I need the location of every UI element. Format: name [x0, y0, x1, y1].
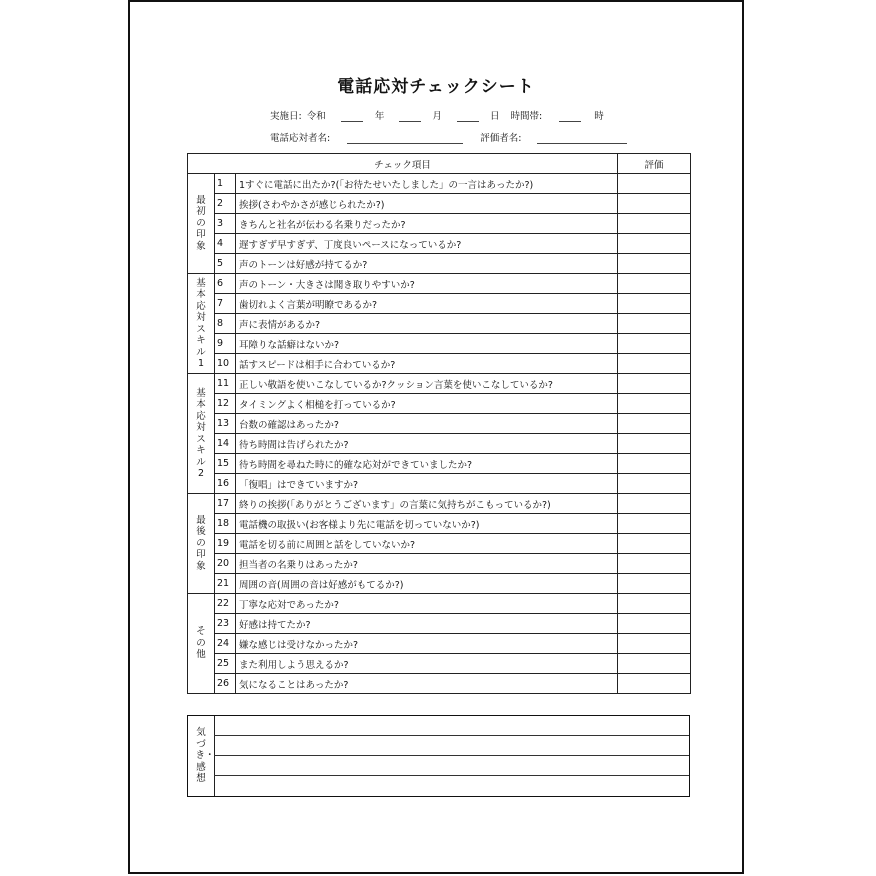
- responder-name-field[interactable]: [347, 133, 463, 144]
- item-number: 7: [215, 294, 236, 314]
- item-number: 15: [215, 454, 236, 474]
- month-label: 月: [432, 111, 442, 122]
- rating-cell[interactable]: [618, 474, 691, 494]
- item-text: きちんと社名が伝わる名乗りだったか?: [236, 214, 618, 234]
- rating-cell[interactable]: [618, 294, 691, 314]
- item-number: 25: [215, 654, 236, 674]
- table-row: [188, 634, 691, 654]
- table-row: [188, 294, 691, 314]
- rating-cell[interactable]: [618, 454, 691, 474]
- item-number: 26: [215, 674, 236, 694]
- item-text: 電話を切る前に周囲と話をしていないか?: [236, 534, 618, 554]
- table-row: [188, 494, 691, 514]
- item-number: 9: [215, 334, 236, 354]
- item-number: 24: [215, 634, 236, 654]
- item-number: 1: [215, 174, 236, 194]
- item-number: 22: [215, 594, 236, 614]
- names-line: [270, 130, 627, 144]
- table-row: [188, 394, 691, 414]
- hour-label: 時: [594, 111, 604, 122]
- category-cell: [188, 374, 215, 494]
- category-cell: [188, 594, 215, 694]
- notes-rule: [214, 755, 689, 756]
- table-row: [188, 594, 691, 614]
- table-row: [188, 174, 691, 194]
- rating-cell[interactable]: [618, 374, 691, 394]
- table-row: [188, 554, 691, 574]
- item-number: 16: [215, 474, 236, 494]
- month-field[interactable]: [399, 111, 421, 122]
- era-year-field[interactable]: [341, 111, 363, 122]
- item-number: 5: [215, 254, 236, 274]
- notes-label: [188, 716, 215, 796]
- item-text: 歯切れよく言葉が明瞭であるか?: [236, 294, 618, 314]
- rating-cell[interactable]: [618, 514, 691, 534]
- check-item-header: チェック項目: [188, 154, 618, 174]
- table-row: [188, 414, 691, 434]
- day-label: 日: [489, 111, 500, 122]
- rating-cell[interactable]: [618, 174, 691, 194]
- rating-cell[interactable]: [618, 414, 691, 434]
- category-cell: [188, 174, 215, 274]
- time-band-label: 時間帯:: [510, 111, 543, 122]
- evaluator-name-field[interactable]: [537, 133, 627, 144]
- item-text: 終りの挨拶(「ありがとうございます」の言葉に気持ちがこもっているか?): [236, 494, 618, 514]
- item-text: 声のトーン・大きさは聞き取りやすいか?: [236, 274, 618, 294]
- item-number: 8: [215, 314, 236, 334]
- category-label: その他: [196, 626, 206, 661]
- item-text: 正しい敬語を使いこなしているか?クッション言葉を使いこなしているか?: [236, 374, 618, 394]
- page-title: 電話応対チェックシート: [337, 77, 535, 97]
- category-cell: [188, 274, 215, 374]
- category-label: 最初の印象: [196, 194, 206, 252]
- table-row: [188, 254, 691, 274]
- item-number: 23: [215, 614, 236, 634]
- notes-label-text: 気づき・感想: [195, 727, 215, 785]
- rating-cell[interactable]: [618, 234, 691, 254]
- rating-cell[interactable]: [618, 394, 691, 414]
- table-row: [188, 234, 691, 254]
- table-row: [188, 194, 691, 214]
- table-row: [188, 354, 691, 374]
- item-text: また利用しよう思えるか?: [236, 654, 618, 674]
- rating-header: 評価: [618, 154, 691, 174]
- era-label: 令和: [306, 111, 326, 122]
- rating-cell[interactable]: [618, 614, 691, 634]
- item-number: 17: [215, 494, 236, 514]
- item-number: 11: [215, 374, 236, 394]
- category-cell: [188, 494, 215, 594]
- table-row: [188, 654, 691, 674]
- item-text: 嫌な感じは受けなかったか?: [236, 634, 618, 654]
- table-row: [188, 314, 691, 334]
- item-number: 14: [215, 434, 236, 454]
- table-row: [188, 454, 691, 474]
- rating-cell[interactable]: [618, 354, 691, 374]
- rating-cell[interactable]: [618, 654, 691, 674]
- date-label: 実施日:: [270, 111, 302, 122]
- item-text: 電話機の取扱い(お客様より先に電話を切っていないか?): [236, 514, 618, 534]
- rating-cell[interactable]: [618, 594, 691, 614]
- check-sheet-page: [128, 0, 744, 874]
- item-number: 10: [215, 354, 236, 374]
- item-text: 台数の確認はあったか?: [236, 414, 618, 434]
- rating-cell[interactable]: [618, 674, 691, 694]
- item-number: 19: [215, 534, 236, 554]
- table-row: [188, 434, 691, 454]
- item-number: 21: [215, 574, 236, 594]
- table-row: [188, 574, 691, 594]
- day-field[interactable]: [457, 111, 479, 122]
- item-text: 丁寧な応対であったか?: [236, 594, 618, 614]
- item-text: 1すぐに電話に出たか?(「お待たせいたしました」の一言はあったか?): [236, 174, 618, 194]
- category-label: 基本応対スキル2: [196, 387, 206, 479]
- item-text: 待ち時間を尋ねた時に的確な応対ができていましたか?: [236, 454, 618, 474]
- evaluator-label: 評価者名:: [480, 133, 522, 144]
- item-text: 話すスピードは相手に合わているか?: [236, 354, 618, 374]
- item-text: 挨拶(さわやかさが感じられたか?): [236, 194, 618, 214]
- table-row: [188, 614, 691, 634]
- item-number: 2: [215, 194, 236, 214]
- responder-label: 電話応対者名:: [270, 133, 331, 144]
- table-header-row: [188, 154, 691, 174]
- rating-cell[interactable]: [618, 554, 691, 574]
- item-text: 遅すぎず早すぎず、丁度良いペースになっているか?: [236, 234, 618, 254]
- table-row: [188, 334, 691, 354]
- item-text: 「復唱」はできていますか?: [236, 474, 618, 494]
- table-row: [188, 274, 691, 294]
- rating-cell[interactable]: [618, 274, 691, 294]
- item-text: 周囲の音(周囲の音は好感がもてるか?): [236, 574, 618, 594]
- check-table: [187, 153, 691, 694]
- table-row: [188, 514, 691, 534]
- rating-cell[interactable]: [618, 574, 691, 594]
- item-text: 声のトーンは好感が持てるか?: [236, 254, 618, 274]
- rating-cell[interactable]: [618, 534, 691, 554]
- rating-cell[interactable]: [618, 194, 691, 214]
- table-row: [188, 214, 691, 234]
- rating-cell[interactable]: [618, 434, 691, 454]
- item-text: 気になることはあったか?: [236, 674, 618, 694]
- item-number: 20: [215, 554, 236, 574]
- item-number: 6: [215, 274, 236, 294]
- item-text: 耳障りな話癖はないか?: [236, 334, 618, 354]
- date-time-line: [270, 108, 604, 122]
- rating-cell[interactable]: [618, 494, 691, 514]
- rating-cell[interactable]: [618, 254, 691, 274]
- item-text: 声に表情があるか?: [236, 314, 618, 334]
- item-text: 待ち時間は告げられたか?: [236, 434, 618, 454]
- notes-rule: [214, 775, 689, 776]
- rating-cell[interactable]: [618, 314, 691, 334]
- table-row: [188, 474, 691, 494]
- table-row: [188, 374, 691, 394]
- table-row: [188, 534, 691, 554]
- notes-box[interactable]: [187, 715, 690, 797]
- year-label: 年: [374, 111, 385, 122]
- rating-cell[interactable]: [618, 334, 691, 354]
- item-number: 13: [215, 414, 236, 434]
- item-number: 12: [215, 394, 236, 414]
- hour-field[interactable]: [559, 111, 581, 122]
- item-text: タイミングよく相槌を打っているか?: [236, 394, 618, 414]
- rating-cell[interactable]: [618, 214, 691, 234]
- item-number: 18: [215, 514, 236, 534]
- table-row: [188, 674, 691, 694]
- category-label: 基本応対スキル1: [196, 277, 206, 369]
- item-text: 担当者の名乗りはあったか?: [236, 554, 618, 574]
- category-label: 最後の印象: [196, 514, 206, 572]
- rating-cell[interactable]: [618, 634, 691, 654]
- notes-rule: [214, 735, 689, 736]
- item-number: 3: [215, 214, 236, 234]
- item-text: 好感は持てたか?: [236, 614, 618, 634]
- item-number: 4: [215, 234, 236, 254]
